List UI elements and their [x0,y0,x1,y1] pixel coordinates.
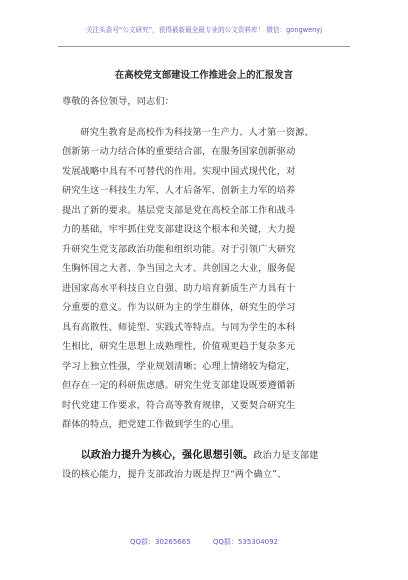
paragraph-2-continuation: 设的核心能力，提升支部政治力既是捍卫“两个确立”、 [62,469,287,480]
salutation: 尊敬的各位领导，同志们： [62,96,175,107]
paragraph-1-line: 但存在一定的科研焦虑感。研究生党支部建设既要遵循新 [62,380,296,391]
paragraph-1-line: 分重要的意义。作为以研为主的学生群体，研究生的学习 [62,302,296,313]
footer [0,537,408,547]
footer-qq-group-1: QQ群：30265665 [130,538,191,546]
paragraph-1-line: 时代党建工作要求，符合高等教育规律，又要契合研究生 [62,399,296,411]
paragraph-1-line: 研究生教育是高校作为科技第一生产力、人才第一资源、 [80,126,314,138]
paragraph-2-first-line [62,446,352,466]
paragraph-1-line: 发展战略中具有不可替代的作用。实现中国式现代化，对 [62,165,296,177]
paragraph-1-line: 生相比，研究生思想上成熟理性，价值观更趋于复杂多元 [62,341,296,352]
header-divider [58,46,350,47]
paragraph-1-line: 具有高散性、师徒型、实践式等特点。与同为学生的本科 [62,321,296,333]
paragraph-gap [62,112,352,123]
document-title: 在高校党支部建设工作推进会上的汇报发言 [114,70,294,81]
paragraph-2-lead: 以政治力提升为核心，强化思想引领。 [80,449,254,461]
paragraph-1-line: 群体的特点，把党建工作做到学生的心里。 [62,419,240,430]
paragraph-1-line: 研究生这一科技生力军、人才后备军、创新主力军的培养 [62,185,296,196]
header-note: 关注头条号“公文研究”，获得最新最全最专业的公文资料库！ 微信：gongwenyj [85,26,323,34]
paragraph-1-line: 创新第一动力结合体的重要结合部，在服务国家创新驱动 [62,146,296,157]
footer-qq-group-2: QQ群：535304092 [212,538,278,546]
paragraph-1-line: 进国家高水平科技自立自强、助力培育新质生产力具有十 [62,282,296,294]
paragraph-1-line: 学习上独立性强，学业规划清晰；心理上情绪较为稳定， [62,360,296,372]
paragraph-2-rest: 政治力是支部建 [253,449,319,461]
paragraph-1-line: 生胸怀国之大者、争当国之大才、共创国之大业，服务促 [62,263,296,274]
paragraph-1 [62,123,352,435]
paragraph-1-line: 力的基础，牢牢抓住党支部建设这个根本和关键，大力提 [62,224,296,235]
document-body [62,92,352,485]
paragraph-1-line: 升研究生党支部政治功能和组织功能。对于引领广大研究 [62,243,296,255]
paragraph-1-line: 提出了新的要求。基层党支部是党在高校全部工作和战斗 [62,204,296,216]
paragraph-gap [62,435,352,446]
